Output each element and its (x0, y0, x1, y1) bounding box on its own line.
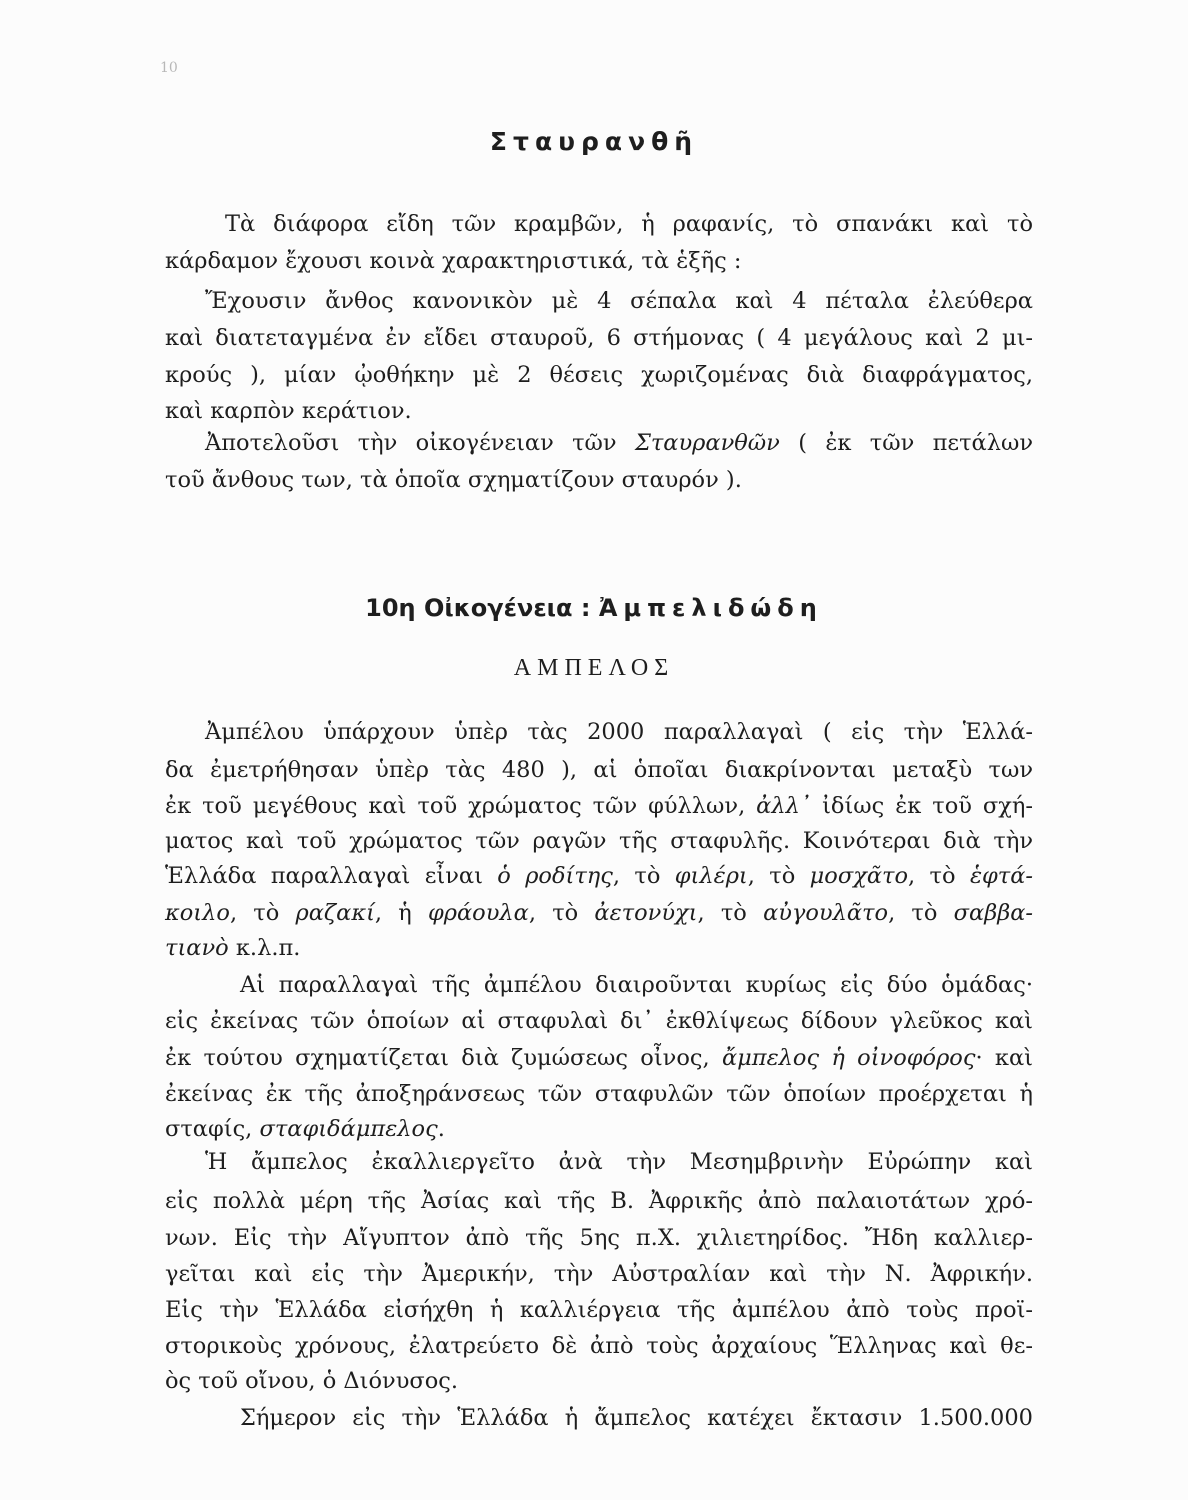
text-span: ἐκ τούτου σχηματίζεται διὰ ζυμώσεως οἶνος, (165, 1045, 722, 1071)
italic-term: φιλέρι (674, 863, 748, 889)
italic-term: μοσχᾶτο (809, 863, 909, 889)
text-line: ὸς τοῦ οἴνου, ὁ Διόνυσος. (165, 1368, 459, 1394)
text-line: καὶ καρπὸν κεράτιον. (165, 398, 412, 424)
text-span: σταφίς, (165, 1116, 260, 1142)
text-line (165, 895, 1033, 931)
text-line: τοῦ ἄνθους των, τὰ ὁποῖα σχηματίζουν σταυρόν ). (165, 467, 742, 493)
text-line (165, 930, 1033, 966)
page-number: 10 (160, 60, 178, 76)
text-span: , τὸ (747, 863, 810, 889)
text-line: στορικοὺς χρόνους, ἐλατρεύετο δὲ ἀπὸ τοὺς ἀρχαίους Ἕλληνας καὶ θε- (165, 1333, 1033, 1359)
text-line: ματος καὶ τοῦ χρώματος τῶν ραγῶν τῆς σταφυλῆς. Κοινότεραι διὰ τὴν (165, 828, 1033, 854)
text-line (165, 788, 1033, 824)
text-span: Ἑλλάδα παραλλαγαὶ εἶναι (165, 863, 498, 889)
text-line: κρούς ), μίαν ᾠοθήκην μὲ 2 θέσεις χωριζομένας διὰ διαφράγματος, (165, 362, 1033, 388)
italic-term: σαββα- (953, 900, 1034, 926)
text-line: Εἰς τὴν Ἑλλάδα εἰσήχθη ἡ καλλιέργεια τῆς ἀμπέλου ἀπὸ τοὺς προϊ- (165, 1297, 1033, 1323)
text-span: , τὸ (528, 900, 595, 926)
italic-term: σταφιδάμπελος (259, 1116, 438, 1142)
text-line: Αἱ παραλλαγαὶ τῆς ἀμπέλου διαιροῦνται κυρίως εἰς δύο ὁμάδας· (240, 972, 1033, 998)
italic-term: τιανὸ (165, 935, 229, 961)
text-line (165, 1111, 1033, 1147)
text-span: , τὸ (908, 863, 970, 889)
text-line: γεῖται καὶ εἰς τὴν Ἀμερικήν, τὴν Αὐστραλίαν καὶ τὴν Ν. Ἀφρικήν. (165, 1261, 1033, 1287)
italic-term: ἑφτά- (969, 863, 1034, 889)
plant-title: ΑΜΠΕΛΟΣ (513, 655, 675, 681)
text-line (165, 858, 1033, 894)
text-line: Τὰ διάφορα εἴδη τῶν κραμβῶν, ἡ ραφανίς, τὸ σπανάκι καὶ τὸ (225, 211, 1033, 237)
text-span: , τὸ (612, 863, 675, 889)
italic-term: ραζακί (295, 900, 375, 926)
text-span: ἐκ τοῦ μεγέθους καὶ τοῦ χρώματος τῶν φύλλων, (165, 793, 757, 819)
text-span: , τὸ (888, 900, 954, 926)
text-line: νων. Εἰς τὴν Αἴγυπτον ἀπὸ τῆς 5ης π.Χ. χιλιετηρίδος. Ἤδη καλλιερ- (165, 1225, 1033, 1251)
text-span: , τὸ (229, 900, 296, 926)
italic-term: ἀετονύχι (594, 900, 698, 926)
text-span: ἰδίως ἐκ τοῦ σχή- (811, 793, 1033, 819)
text-line (165, 425, 1033, 461)
italic-term: ἄμπελος ἡ οἰνοφόρος (721, 1045, 976, 1071)
text-line: Ἔχουσιν ἄνθος κανονικὸν μὲ 4 σέπαλα καὶ 4 πέταλα ἐλεύθερα (205, 288, 1033, 314)
text-span: . (437, 1116, 445, 1142)
text-span: , ἡ (374, 900, 428, 926)
family-heading (0, 594, 1188, 622)
text-line (165, 1040, 1033, 1076)
text-line: Ἀμπέλου ὑπάρχουν ὑπὲρ τὰς 2000 παραλλαγαὶ ( εἰς τὴν Ἑλλά- (205, 719, 1033, 745)
family-label: 10η Οἰκογένεια : (365, 594, 599, 622)
section-title-stavranthi: Σταυρανθῆ (489, 127, 699, 156)
text-line: Σήμερον εἰς τὴν Ἑλλάδα ἡ ἄμπελος κατέχει ἔκτασιν 1.500.000 (240, 1405, 1033, 1431)
text-line: κάρδαμον ἔχουσι κοινὰ χαρακτηριστικά, τὰ ἑξῆς : (165, 248, 742, 274)
text-line: εἰς πολλὰ μέρη τῆς Ἀσίας καὶ τῆς Β. Ἀφρικῆς ἀπὸ παλαιοτάτων χρό- (165, 1188, 1033, 1214)
text-line: εἰς ἐκείνας τῶν ὁποίων αἱ σταφυλαὶ δι᾽ ἐκθλίψεως δίδουν γλεῦκος καὶ (165, 1008, 1033, 1034)
text-line: δα ἐμετρήθησαν ὑπὲρ τὰς 480 ), αἱ ὁποῖαι διακρίνονται μεταξὺ των (165, 757, 1033, 783)
text-line: Ἡ ἄμπελος ἐκαλλιεργεῖτο ἀνὰ τὴν Μεσημβρινὴν Εὐρώπην καὶ (205, 1149, 1033, 1175)
text-line: ἐκείνας ἐκ τῆς ἀποξηράνσεως τῶν σταφυλῶν τῶν ὁποίων προέρχεται ἡ (165, 1081, 1033, 1107)
text-span: · καὶ (975, 1045, 1034, 1071)
text-line: καὶ διατεταγμένα ἐν εἴδει σταυροῦ, 6 στήμονας ( 4 μεγάλους καὶ 2 μι- (165, 325, 1033, 351)
italic-term: φράουλα (427, 900, 529, 926)
text-span: κ.λ.π. (228, 935, 301, 961)
italic-term: Σταυρανθῶν (634, 430, 780, 456)
italic-term: κοιλο (165, 900, 230, 926)
italic-term: αὐγουλᾶτο (763, 900, 889, 926)
italic-term: ἀλλ᾽ (756, 793, 812, 819)
text-span: ( ἐκ τῶν πετάλων (779, 430, 1033, 456)
italic-term: ὁ ροδίτης (497, 863, 613, 889)
text-span: , τὸ (697, 900, 764, 926)
text-span: Ἀποτελοῦσι τὴν οἰκογένειαν τῶν (205, 430, 635, 456)
family-name: Ἀμπελιδώδη (598, 594, 823, 622)
